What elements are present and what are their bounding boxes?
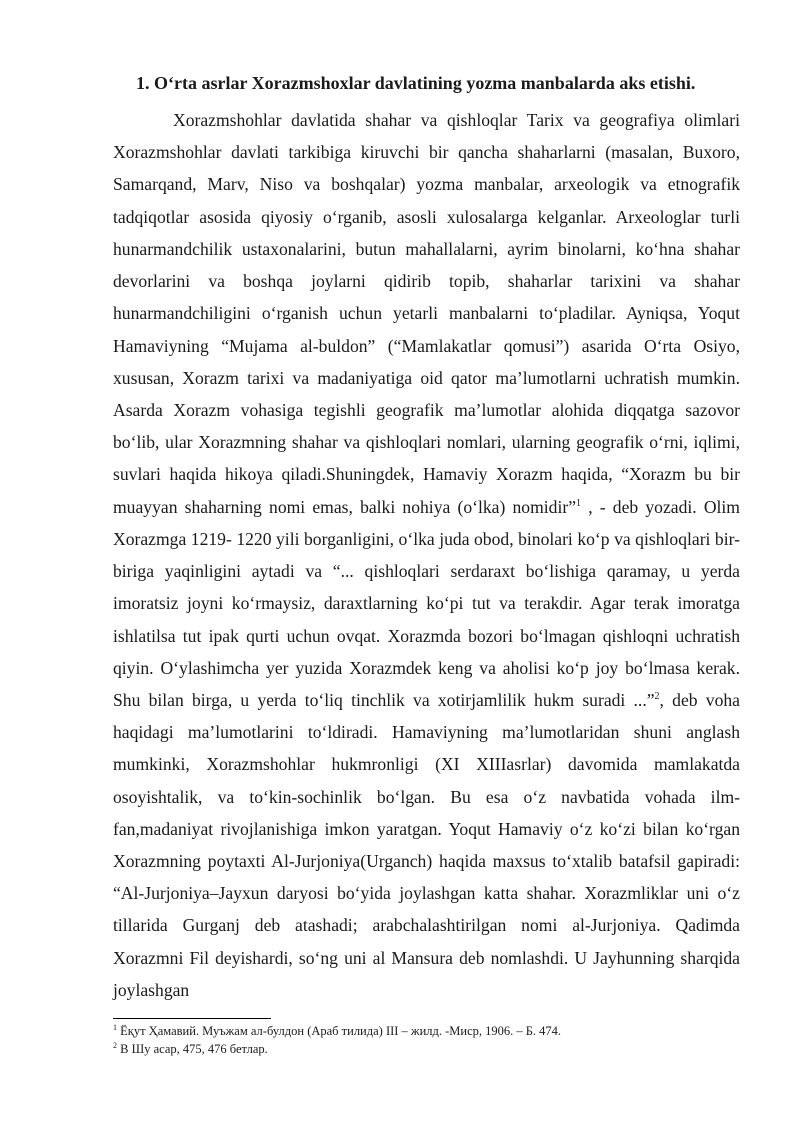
paragraph-text-part-2: , - deb yozadi. Olim Xorazmga 1219- 1220 yili borganligini, o‘lka juda obod, binolari ko‘p va qishloqlari bir-biriga yaqinligini aytadi va “... qishloqlari serdaraxt bo‘lishiga qaramay, u yerda imoratsiz joyni ko‘rmaysiz, daraxtlarning ko‘pi tut va terakdir. Agar terak imoratga ishlatilsa tut ipak qurti uchun ovqat. Xorazmda bozori bo‘lmagan qishloqni uchratish qiyin. O‘ylashimcha yer yuzida Xorazmdek keng va aholisi ko‘p joy bo‘lmasa kerak. Shu bilan birga, u yerda to‘liq tinchlik va xotirjamlilik hukm suradi ...” bbox=[113, 496, 740, 710]
main-paragraph bbox=[113, 104, 740, 1006]
footnote-ref-1[interactable]: 1 bbox=[576, 497, 582, 509]
footnote-ref-2[interactable]: 2 bbox=[654, 691, 660, 703]
footnote-separator bbox=[113, 1018, 271, 1019]
footnote-mark-2: 2 bbox=[113, 1040, 117, 1050]
paragraph-text-part-1: Xorazmshohlar davlatida shahar va qishloqlar Tarix va geografiya olimlari Xorazmshohlar davlati tarkibiga kiruvchi bir qancha shaharlarni (masalan, Buxoro, Samarqand, Marv, Niso va boshqalar) yozma manbalar, arxeologik va etnografik tadqiqotlar asosida qiyosiy o‘rganib, asosli xulosalarga kelganlar. Arxeologlar turli hunarmandchilik ustaxonalarini, butun mahallalarni, ayrim binolarni, ko‘hna shahar devorlarini va boshqa joylarni qidirib topib, shaharlar tarixini va shahar hunarmandchiligini o‘rganish uchun yetarli manbalarni to‘pladilar. Ayniqsa, Yoqut Hamaviyning “Mujama al-buldon” (“Mamlakatlar qomusi”) asarida O‘rta Osiyo, xususan, Xorazm tarixi va madaniyatiga oid qator ma’lumotlarni uchratish mumkin. Asarda Xorazm vohasiga tegishli geografik ma’lumotlar alohida diqqatga sazovor bo‘lib, ular Xorazmning shahar va qishloqlari nomlari, ularning geografik o‘rni, iqlimi, suvlari haqida hikoya qiladi.Shuningdek, Hamaviy Xorazm haqida, “Xorazm bu bir muayyan shaharning nomi emas, balki nohiya (o‘lka) nomidir” bbox=[113, 110, 740, 517]
footnote-text-2: В Шу асар, 475, 476 бетлар. bbox=[117, 1042, 268, 1056]
footnote-text-1: Ёқут Ҳамавий. Муъжам ал-булдон (Араб тилида) III – жилд. -Миср, 1906. – Б. 474. bbox=[117, 1024, 562, 1038]
footnote-mark-1: 1 bbox=[113, 1022, 117, 1032]
paragraph-text-part-3: , deb voha haqidagi ma’lumotlarini to‘ldiradi. Hamaviyning ma’lumotlaridan shuni anglash mumkinki, Xorazmshohlar hukmronligi (XI XIIIasrlar) davomida mamlakatda osoyishtalik, va to‘kin-sochinlik bo‘lgan. Bu esa o‘z navbatida vohada ilm-fan,madaniyat rivojlanishiga imkon yaratgan. Yoqut Hamaviy o‘z ko‘zi bilan ko‘rgan Xorazmning poytaxti Al-Jurjoniya(Urganch) haqida maxsus to‘xtalib batafsil gapiradi: “Al-Jurjoniya–Jayxun daryosi bo‘yida joylashgan katta shahar. Xorazmliklar uni o‘z tillarida Gurganj deb atashadi; arabchalashtirilgan nomi al-Jurjoniya. Qadimda Xorazmni Fil deyishardi, so‘ng uni al Mansura deb nomlashdi. U Jayhunning sharqida joylashgan bbox=[113, 689, 740, 1000]
footnotes-section bbox=[113, 1022, 740, 1058]
footnote-1 bbox=[113, 1022, 740, 1040]
footnote-2 bbox=[113, 1040, 740, 1058]
section-heading: 1. O‘rta asrlar Xorazmshoxlar davlatining yozma manbalarda aks etishi. bbox=[136, 73, 696, 93]
